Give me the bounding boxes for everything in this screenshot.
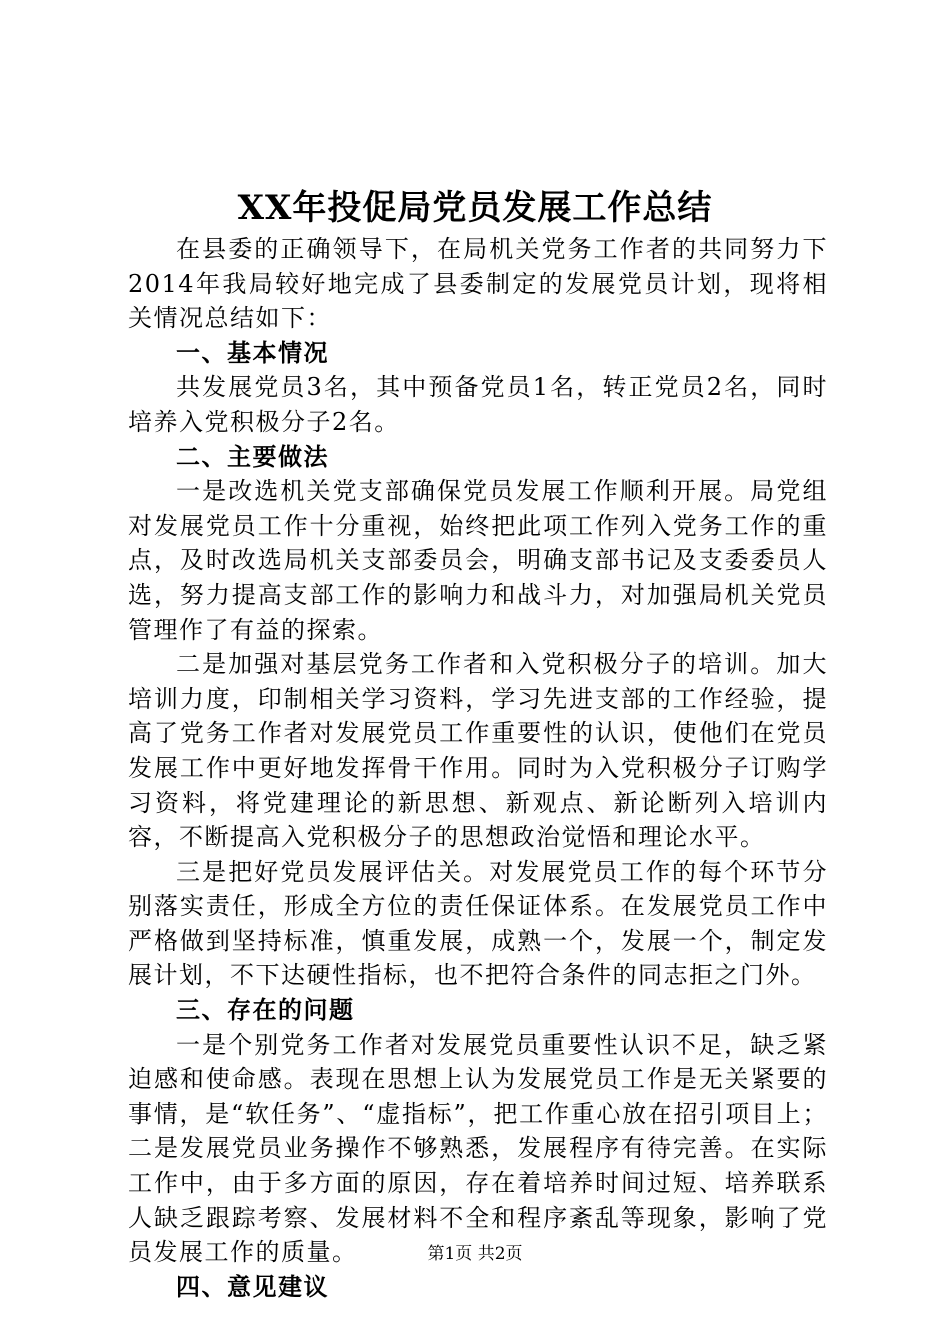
section-heading-basic-situation: 一、基本情况 bbox=[176, 337, 329, 367]
section-paragraph: 一是个别党务工作者对发展党员重要性认识不足，缺乏紧迫感和使命感。表现在思想上认为发展党员工作是无关紧要的事情，是“软任务”、“虚指标”，把工作重心放在招引项目上；二是发展党员业务操作不够熟悉，发展程序有待完善。在实际工作中，由于多方面的原因，存在着培养时间过短、培养联系人缺乏跟踪考察、发展材料不全和程序紊乱等现象，影响了党员发展工作的质量。 bbox=[128, 1030, 828, 1267]
section-paragraph: 三是把好党员发展评估关。对发展党员工作的每个环节分别落实责任，形成全方位的责任保证体系。在发展党员工作中严格做到坚持标准，慎重发展，成熟一个，发展一个，制定发展计划，不下达硬性指标，也不把符合条件的同志拒之门外。 bbox=[128, 857, 828, 990]
section-paragraph: 共发展党员3名，其中预备党员1名，转正党员2名，同时培养入党积极分子2名。 bbox=[128, 373, 828, 436]
document-body bbox=[128, 232, 828, 1304]
section-heading-suggestions: 四、意见建议 bbox=[176, 1271, 329, 1301]
section-heading-existing-problems: 三、存在的问题 bbox=[176, 995, 355, 1025]
intro-paragraph: 在县委的正确领导下，在局机关党务工作者的共同努力下2014年我局较好地完成了县委制定的发展党员计划，现将相关情况总结如下： bbox=[128, 235, 828, 333]
section-paragraph: 二是加强对基层党务工作者和入党积极分子的培训。加大培训力度，印制相关学习资料，学习先进支部的工作经验，提高了党务工作者对发展党员工作重要性的认识，使他们在党员发展工作中更好地发挥骨干作用。同时为入党积极分子订购学习资料，将党建理论的新思想、新观点、新论断列入培训内容，不断提高入党积极分子的思想政治觉悟和理论水平。 bbox=[128, 650, 828, 852]
page-footer: 第1页 共2页 bbox=[427, 1244, 523, 1264]
document-title: XX年投促局党员发展工作总结 bbox=[237, 188, 713, 228]
section-paragraph: 一是改选机关党支部确保党员发展工作顺利开展。局党组对发展党员工作十分重视，始终把此项工作列入党务工作的重点，及时改选局机关支部委员会，明确支部书记及支委委员人选，努力提高支部工作的影响力和战斗力，对加强局机关党员管理作了有益的探索。 bbox=[128, 477, 828, 644]
section-heading-main-practices: 二、主要做法 bbox=[176, 441, 329, 471]
